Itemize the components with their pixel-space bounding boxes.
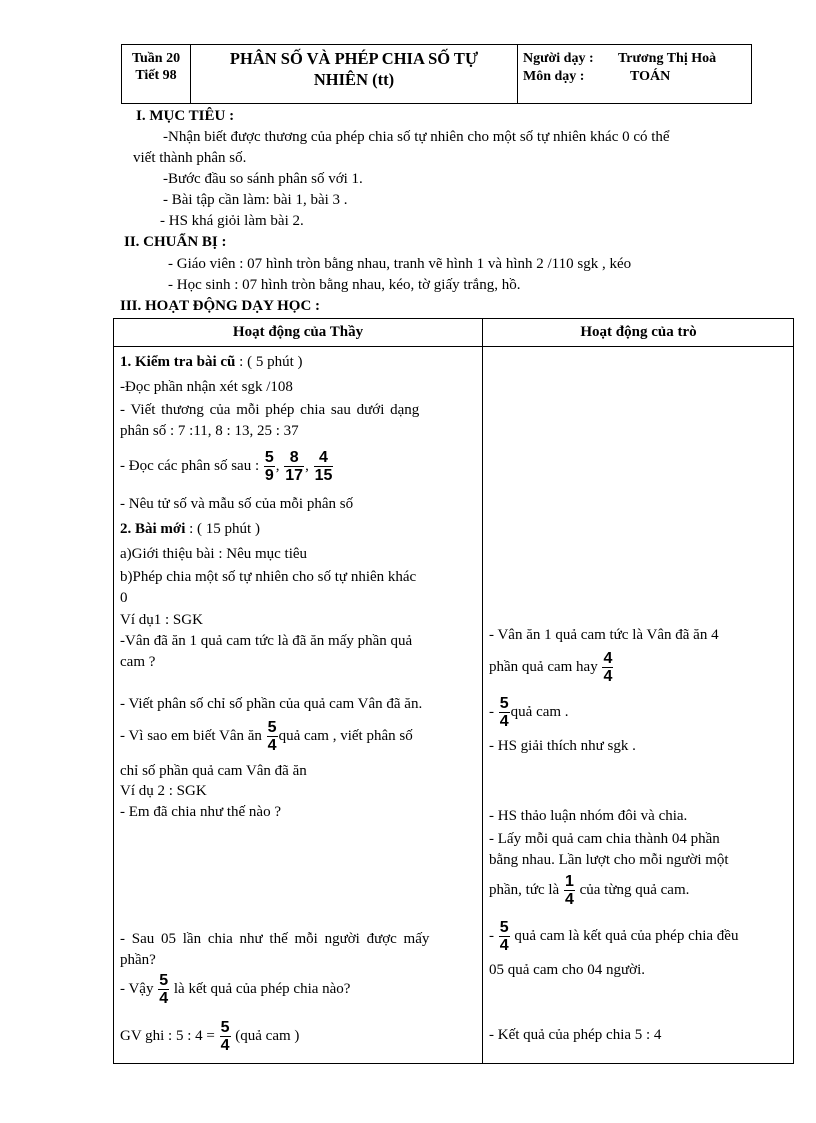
teacher-line: -Đọc phần nhận xét sgk /108 [120,379,293,395]
subject-label: Môn dạy : [523,69,585,84]
denominator: 15 [314,467,333,485]
teacher-text: là kết quả của phép chia nào? [170,981,351,997]
objective-line-4: - HS khá giỏi làm bài 2. [160,213,304,229]
student-line: 05 quả cam cho 04 người. [489,962,646,978]
section-1-title: 1. Kiểm tra bài cũ [120,354,236,370]
teacher-text: GV ghi : 5 : 4 = [120,1028,219,1044]
numerator: 4 [603,650,613,668]
teacher-text: (quả cam ) [231,1028,300,1044]
student-text: - [489,704,498,720]
teacher-line: - Viết phân số chỉ số phần của quả cam Vân đã ăn. [120,696,423,712]
fraction-5-4 [499,695,510,730]
denominator: 4 [499,713,509,731]
numerator: 5 [264,449,274,467]
teacher-line: Ví dụ 2 : SGK [120,783,207,799]
teacher-line: Ví dụ1 : SGK [120,612,203,628]
denominator: 17 [285,467,304,485]
section-2-title: 2. Bài mới [120,521,186,537]
which-division-line [120,969,350,1009]
teacher-line: - Đọc các phân số sau : [120,458,263,474]
fraction-5-9 [264,449,275,484]
numerator: 5 [499,919,509,937]
lesson-title-line1: PHÂN SỐ VÀ PHÉP CHIA SỐ TỰ [229,49,479,68]
teacher-line: - Viết thương của mỗi phép chia sau dưới dạng [120,402,420,418]
student-text: của từng quả cam. [575,882,690,898]
fraction-4-4 [602,650,613,685]
subject-name: TOÁN [630,69,671,84]
column-header-student: Hoạt động của trò [580,324,697,340]
section-2-time: : ( 15 phút ) [185,521,260,537]
objective-line-3: - Bài tập cần làm: bài 1, bài 3 . [163,192,348,208]
numerator: 5 [267,719,277,737]
teacher-line: phân số : 7 :11, 8 : 13, 25 : 37 [120,423,299,439]
student-text: quả cam . [510,704,569,720]
lesson-title-line2: NHIÊN (tt) [313,70,395,89]
student-fraction-line [489,692,569,732]
teacher-info-cell [518,45,753,108]
student-line: bằng nhau. Lần lượt cho mỗi người một [489,852,729,868]
denominator: 9 [264,467,274,485]
teacher-line: -Vân đã ăn 1 quả cam tức là đã ăn mấy phần quả [120,633,413,649]
fraction-5-4 [220,1019,231,1054]
header-divider [114,346,793,347]
student-text: - [489,928,498,944]
student-text: quả cam là kết quả của phép chia đều [510,928,739,944]
teacher-line: - Nêu tử số và mẫu số của mỗi phân số [120,496,354,512]
student-line: - Vân ăn 1 quả cam tức là Vân đã ăn 4 [489,627,719,643]
student-line: - Kết quả của phép chia 5 : 4 [489,1027,662,1043]
teacher-text: - Vì sao em biết Vân ăn [120,728,266,744]
lesson-header [121,44,752,104]
fraction-1-4 [564,873,575,908]
student-fraction-line [489,916,738,956]
fraction-8-17 [284,449,304,484]
teacher-label: Người dạy : [523,51,594,66]
numerator: 5 [159,972,169,990]
denominator: 4 [564,891,574,909]
section-1-heading [120,351,302,373]
teacher-text: quả cam , viết phân số [278,728,413,744]
teacher-line: chỉ số phần quả cam Vân đã ăn [120,763,307,779]
column-divider [482,319,483,1063]
student-line: - Lấy mỗi quả cam chia thành 04 phần [489,831,720,847]
denominator: 4 [159,990,169,1008]
student-line: - HS thảo luận nhóm đôi và chia. [489,808,688,824]
section-2-heading [120,518,260,540]
fraction-5-4 [499,919,510,954]
objectives-title: I. MỤC TIÊU : [136,108,235,124]
objective-line-1b: viết thành phân số. [133,150,247,166]
teacher-name: Trương Thị Hoà [618,51,717,66]
numerator: 4 [314,449,334,467]
fraction-4-15 [314,449,334,484]
student-line: - HS giải thích như sgk . [489,738,636,754]
activities-table [113,318,794,1064]
denominator: 4 [267,737,277,755]
student-text: phần quả cam hay [489,659,602,675]
objective-line-2: -Bước đầu so sánh phân số với 1. [163,171,363,187]
teacher-text: - Vậy [120,981,158,997]
objective-line-1a: -Nhận biết được thương của phép chia số tự nhiên cho một số tự nhiên khác 0 có thể [163,129,670,145]
teacher-line: phần? [120,952,156,968]
week-period-cell [122,45,191,103]
read-fractions-line [120,446,334,486]
teacher-line: b)Phép chia một số tự nhiên cho số tự nhiên khác [120,569,417,585]
denominator: 4 [603,668,613,686]
numerator: 1 [564,873,574,891]
teacher-line: 0 [120,590,128,606]
section-1-time: : ( 5 phút ) [235,354,303,370]
preparation-teacher: - Giáo viên : 07 hình tròn bằng nhau, tranh vẽ hình 1 và hình 2 /110 sgk , kéo [168,256,632,272]
denominator: 4 [220,1037,230,1055]
week-label: Tuần 20 [131,51,181,66]
numerator: 8 [284,449,304,467]
numerator: 5 [220,1019,230,1037]
column-header-teacher: Hoạt động của Thầy [232,324,364,340]
teacher-writes-line [120,1016,299,1056]
student-text: phần, tức là [489,882,563,898]
teacher-line: a)Giới thiệu bài : Nêu mục tiêu [120,546,308,562]
period-label: Tiết 98 [135,68,177,83]
separator: , [275,458,280,474]
fraction-5-4 [158,972,169,1007]
activities-title: III. HOẠT ĐỘNG DẠY HỌC : [120,298,321,314]
separator: , [305,458,309,474]
teacher-line: - Sau 05 lần chia như thế mỗi người được mấy [120,931,430,947]
why-know-line [120,716,413,756]
student-fraction-line [489,647,614,687]
numerator: 5 [499,695,509,713]
preparation-title: II. CHUẨN BỊ : [124,234,227,250]
teacher-line: - Em đã chia như thế nào ? [120,804,281,820]
teacher-line: cam ? [120,654,156,670]
fraction-5-4 [267,719,278,754]
preparation-student: - Học sinh : 07 hình tròn bằng nhau, kéo, tờ giấy trắng, hồ. [168,277,521,293]
lesson-title-cell [191,45,518,103]
student-fraction-line [489,870,689,910]
denominator: 4 [499,937,509,955]
